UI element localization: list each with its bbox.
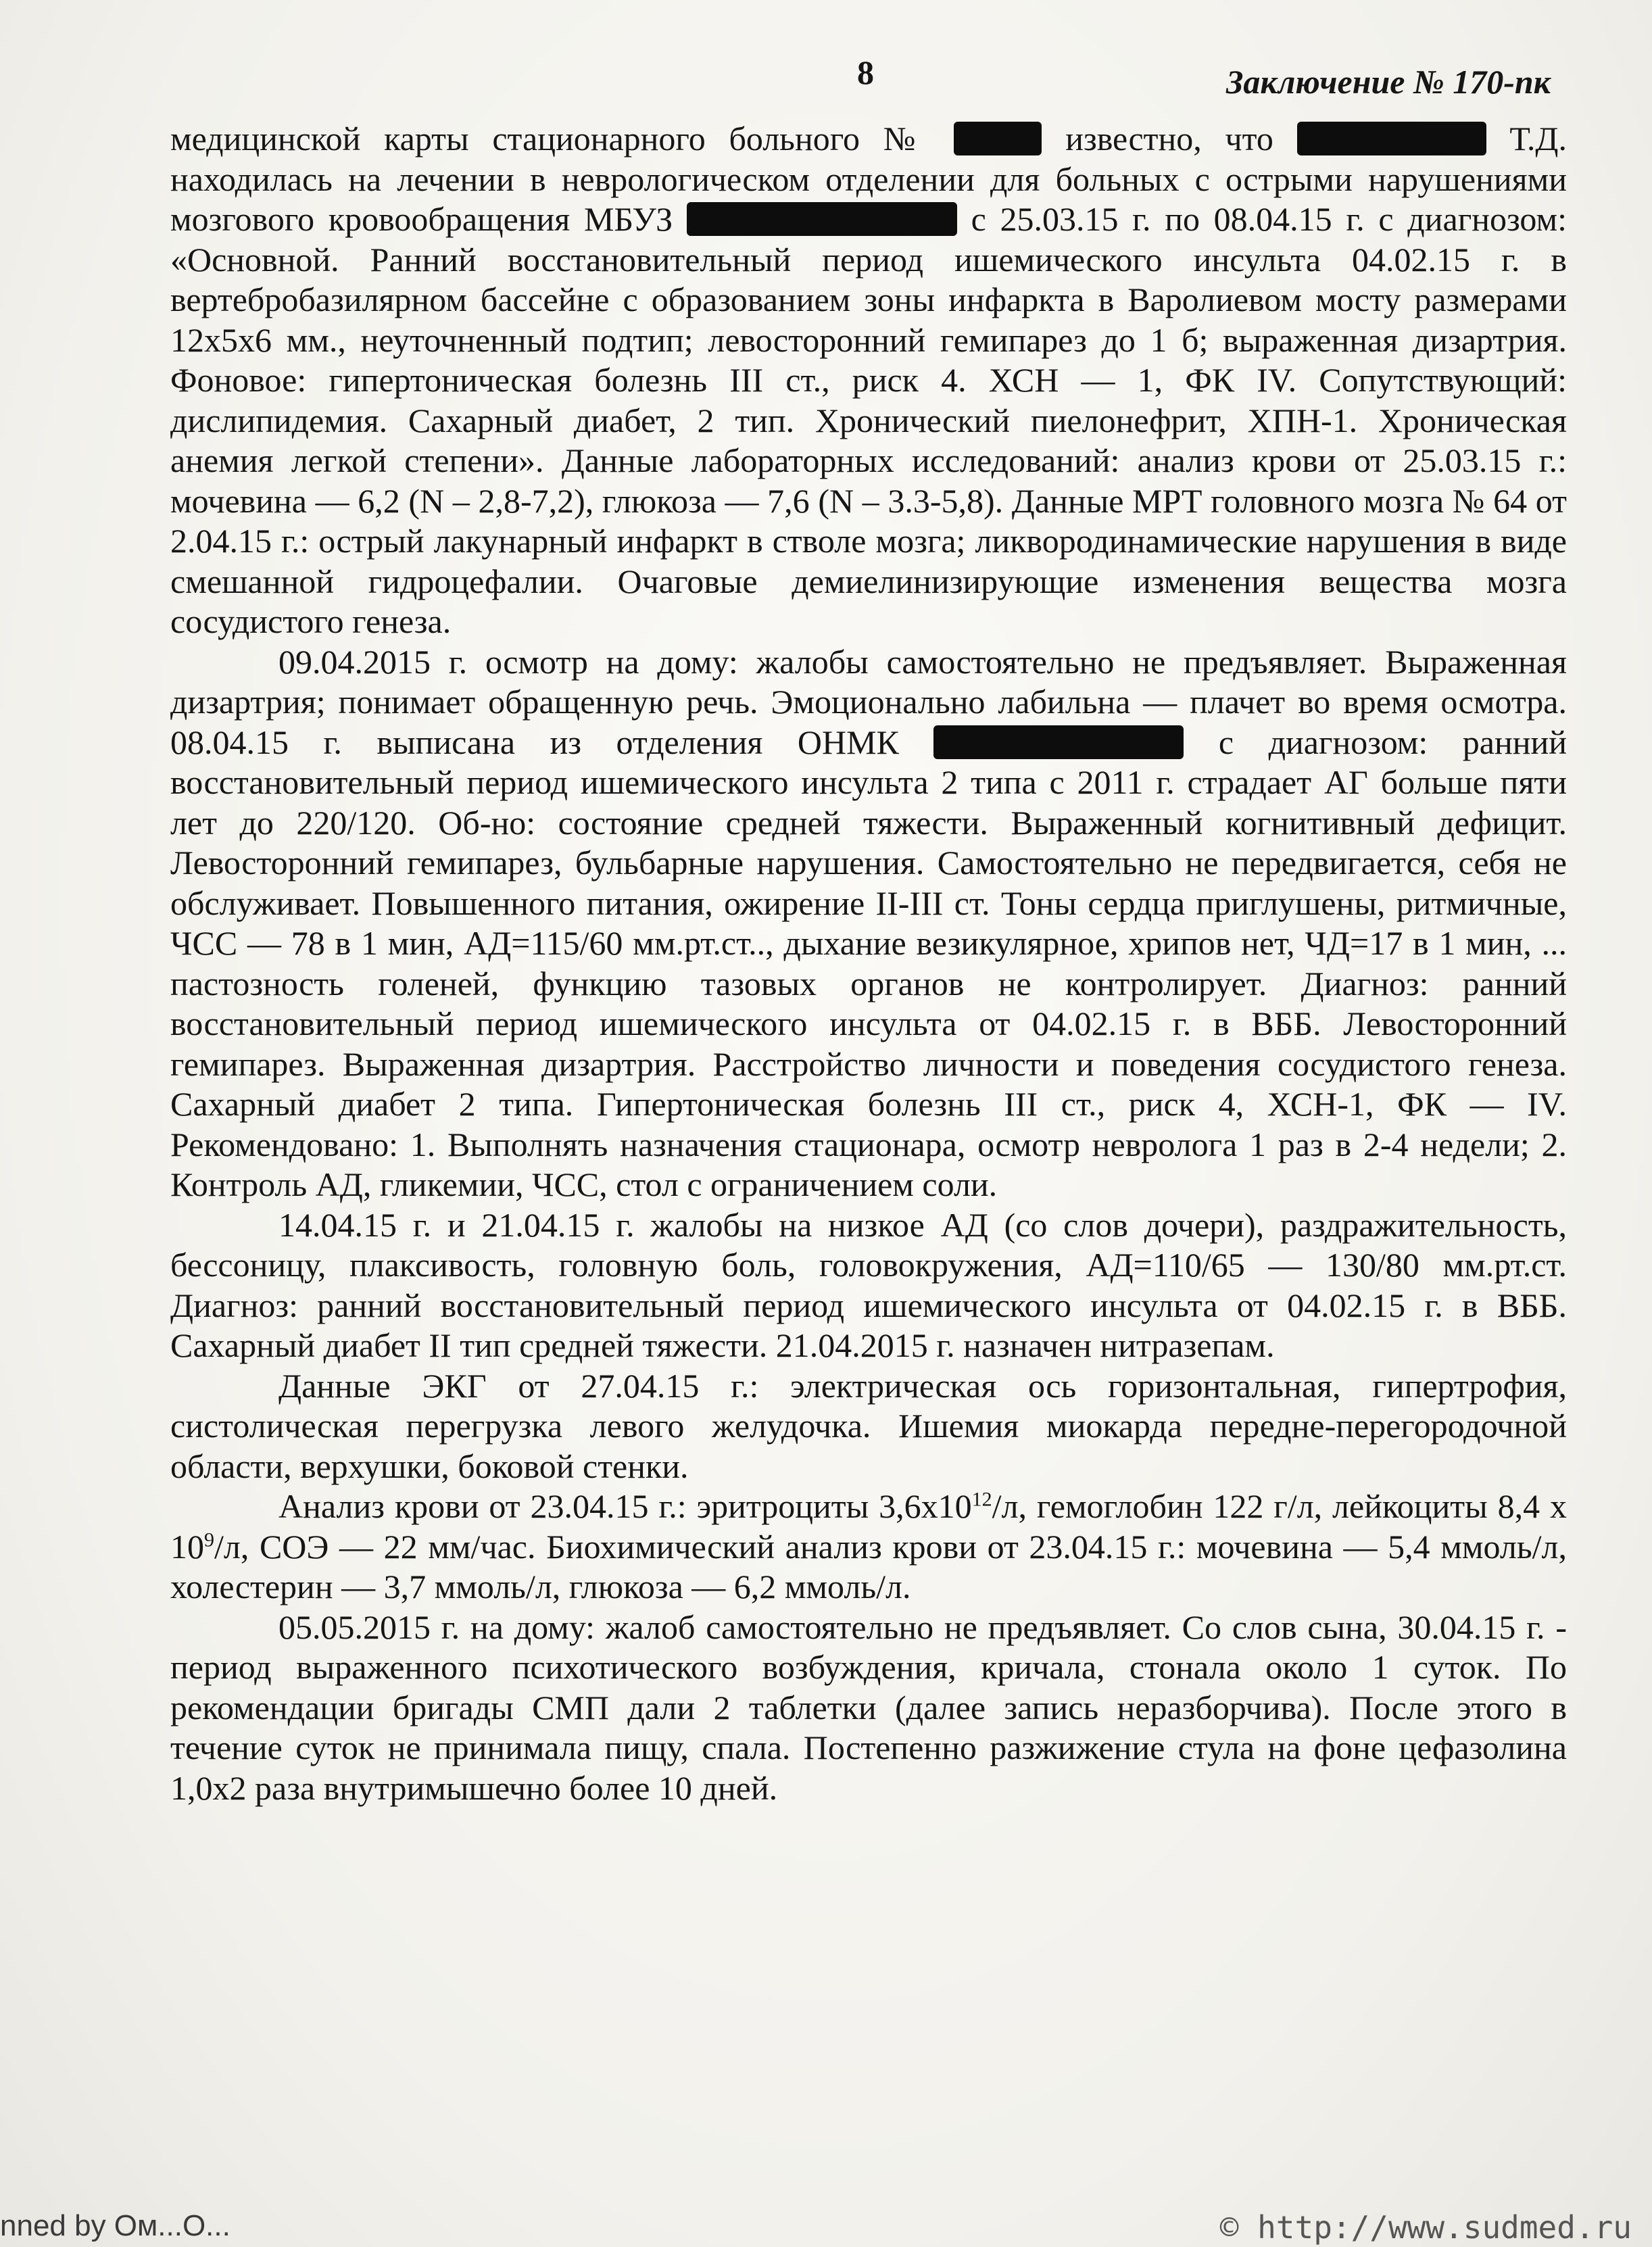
paragraph-ecg: Данные ЭКГ от 27.04.15 г.: электрическая ось горизонтальная, гипертрофия, систолическая перегрузка левого желудочка. Ишемия миокарда передне-перегородочной области, верхушки, боковой стенки.: [170, 1366, 1567, 1485]
redaction-bar: [954, 122, 1042, 155]
text-run: Анализ крови от 23.04.15 г.: эритроциты 3,6х10: [278, 1487, 972, 1525]
paragraph-visits-1404-2104: 14.04.15 г. и 21.04.15 г. жалобы на низкое АД (со слов дочери), раздражительность, бессоницу, плаксивость, головную боль, головокружения, АД=110/65 — 130/80 мм.рт.ст. Диагноз: ранний восстановительный период ишемического инсульта от 04.02.15 г. в ВББ. Сахарный диабет II тип средней тяжести. 21.04.2015 г. назначен нитразепам.: [170, 1205, 1567, 1364]
text-run: Т.Д. находилась на лечении в неврологическом отделении для больных с острыми нарушениями мозгового кровообращения МБУЗ: [170, 120, 1568, 238]
redaction-bar: [687, 202, 957, 236]
text-run: известно, что: [1042, 120, 1297, 158]
redaction-bar: [933, 725, 1184, 759]
text-run: /л, гемоглобин 122 г/л, лейкоциты 8,4 х 10: [170, 1487, 1567, 1566]
scan-credit: nned by Ом...О...: [0, 2209, 230, 2242]
paragraph-hospital-record: [170, 119, 1567, 642]
text-run: с 25.03.15 г. по 08.04.15 г. с диагнозом: «Основной. Ранний восстановительный период ишемического инсульта 04.02.15 г. в вертебробазилярном бассейне с образованием зоны инфаркта в Варолиевом мосту размерами 12х5х6 мм., неуточненный подтип; левосторонний гемипарез до 1 б; выраженная дизартрия. Фоновое: гипертоническая болезнь III ст., риск 4. ХСН — 1, ФК IV. Сопутствующий: дислипидемия. Сахарный диабет, 2 тип. Хронический пиелонефрит, ХПН-1. Хроническая анемия легкой степени». Данные лабораторных исследований: анализ крови от 25.03.15 г.: мочевина — 6,2 (N – 2,8-7,2), глюкоза — 7,6 (N – 3.3-5,8). Данные МРТ головного мозга № 64 от 2.04.15 г.: острый лакунарный инфаркт в стволе мозга; ликвородинамические нарушения в виде смешанной гидроцефалии. Очаговые демиелинизирующие изменения вещества мозга сосудистого генеза.: [170, 200, 1567, 640]
watermark: © http://www.sudmed.ru: [1219, 2209, 1632, 2246]
document-body: [170, 119, 1567, 1808]
page-number: 8: [857, 53, 874, 91]
text-run: медицинской карты стационарного больного №: [170, 120, 954, 158]
superscript: 12: [971, 1488, 992, 1511]
redaction-bar: [1297, 122, 1486, 155]
document-reference: Заключение № 170-пк: [1225, 63, 1551, 101]
paragraph-home-visit-0904: [170, 642, 1567, 1205]
paragraph-home-visit-0505: 05.05.2015 г. на дому: жалоб самостоятельно не предъявляет. Со слов сына, 30.04.15 г. - период выраженного психотического возбуждения, кричала, стонала около 1 суток. По рекомендации бригады СМП дали 2 таблетки (далее запись неразборчива). После этого в течение суток не принимала пищу, спала. Постепенно разжижение стула на фоне цефазолина 1,0х2 раза внутримышечно более 10 дней.: [170, 1608, 1567, 1807]
paragraph-blood-test: [170, 1487, 1567, 1608]
text-run: с диагнозом: ранний восстановительный период ишемического инсульта 2 типа с 2011 г. страдает АГ больше пяти лет до 220/120. Об-но: состояние средней тяжести. Выраженный когнитивный дефицит. Левосторонний гемипарез, бульбарные нарушения. Самостоятельно не передвигается, себя не обслуживает. Повышенного питания, ожирение II-III ст. Тоны сердца приглушены, ритмичные, ЧСС — 78 в 1 мин, АД=115/60 мм.рт.ст.., дыхание везикулярное, хрипов нет, ЧД=17 в 1 мин, ... пастозность голеней, функцию тазовых органов не контролирует. Диагноз: ранний восстановительный период ишемического инсульта от 04.02.15 г. в ВББ. Левосторонний гемипарез. Выраженная дизартрия. Расстройство личности и поведения сосудистого генеза. Сахарный диабет 2 типа. Гипертоническая болезнь III ст., риск 4, ХСН-1, ФК — IV. Рекомендовано: 1. Выполнять назначения стационара, осмотр невролога 1 раз в 2-4 недели; 2. Контроль АД, гликемии, ЧСС, стол с ограничением соли.: [170, 723, 1567, 1203]
text-run: /л, СОЭ — 22 мм/час. Биохимический анализ крови от 23.04.15 г.: мочевина — 5,4 ммоль/л, холестерин — 3,7 ммоль/л, глюкоза — 6,2 ммоль/л.: [170, 1527, 1567, 1605]
text-run: 09.04.2015 г. осмотр на дому: жалобы самостоятельно не предъявляет. Выраженная дизартрия; понимает обращенную речь. Эмоционально лабильна — плачет во время осмотра. 08.04.15 г. выписана из отделения ОНМК: [170, 642, 1567, 761]
superscript: 9: [204, 1528, 214, 1551]
